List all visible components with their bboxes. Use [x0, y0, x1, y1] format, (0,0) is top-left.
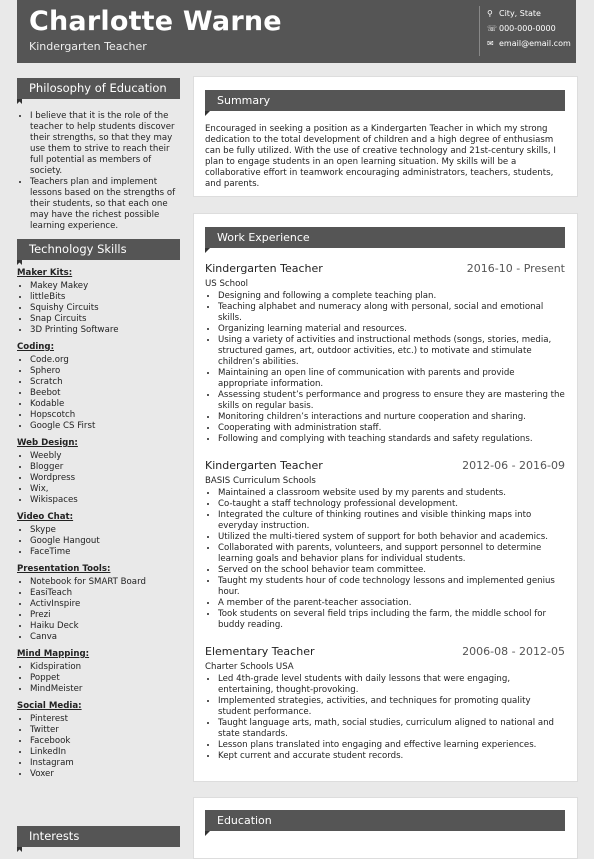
skill-category-label: Coding: [17, 342, 55, 352]
list-item: • Organizing learning material and resources. [218, 324, 565, 335]
list-item: • Collaborated with parents, volunteers, and support personnel to determine learning goals and behavior plans for individual students. [218, 543, 565, 565]
skill-category-label: Video Chat: [17, 512, 74, 522]
list-item: • Taught my students hour of code technology lessons and implemented genius hour. [218, 576, 565, 598]
list-item: • Using a variety of activities and instructional methods (songs, stories, media, structured games, art, outdoor activities, etc.) to motivate and stimulate children’s abilities. [218, 335, 565, 368]
list-item: • Kept current and accurate student records. [218, 751, 565, 762]
list-item: • Canva [30, 632, 180, 643]
phone-icon: ☏ [487, 24, 498, 33]
job-title: Kindergarten Teacher [205, 262, 323, 275]
location-pin-icon: ⚲ [487, 9, 493, 18]
job-company: US School [205, 279, 249, 289]
list-item: • Notebook for SMART Board [30, 577, 180, 588]
skill-list [17, 281, 180, 336]
job-entry [205, 459, 565, 631]
job-bullets [205, 291, 565, 445]
list-item: • ActivInspire [30, 599, 180, 610]
list-item: • LinkedIn [30, 747, 180, 758]
list-item: • Pinterest [30, 714, 180, 725]
envelope-icon: ✉ [487, 39, 494, 48]
skill-category-label: Social Media: [17, 701, 82, 711]
list-item: • Maintained a classroom website used by my parents and students. [218, 488, 565, 499]
list-item: • Lesson plans translated into engaging and effective learning experiences. [218, 740, 565, 751]
experience-card [193, 213, 578, 782]
education-heading: Education [205, 810, 565, 831]
list-item: • Google CS First [30, 421, 180, 432]
skill-list [17, 577, 180, 643]
candidate-role: Kindergarten Teacher [29, 40, 147, 53]
list-item: • Code.org [30, 355, 180, 366]
list-item: • Took students on several field trips including the farm, the middle school for buddy reading. [218, 609, 565, 631]
skill-list [17, 355, 180, 432]
list-item: • Following and complying with teaching standards and safety regulations. [218, 434, 565, 445]
skill-list [17, 662, 180, 695]
skills-heading: Technology Skills [17, 239, 180, 260]
interests-section [17, 826, 180, 847]
candidate-name: Charlotte Warne [29, 6, 282, 37]
list-item: • Monitoring children’s interactions and nurture cooperation and sharing. [218, 412, 565, 423]
list-item: • Designing and following a complete teaching plan. [218, 291, 565, 302]
list-item: • Maintaining an open line of communication with parents and provide appropriate information. [218, 368, 565, 390]
job-title: Kindergarten Teacher [205, 459, 323, 472]
list-item: • Twitter [30, 725, 180, 736]
job-company: BASIS Curriculum Schools [205, 476, 316, 486]
list-item: • I believe that it is the role of the teacher to help students discover their strengths, so that they may use them to strive to reach their full potential as members of society. [30, 111, 180, 177]
philosophy-section [17, 78, 180, 232]
contact-info [479, 6, 577, 56]
job-entry [205, 645, 565, 762]
list-item: • EasiTeach [30, 588, 180, 599]
list-item: • Co-taught a staff technology professional development. [218, 499, 565, 510]
list-item: • Wix, [30, 484, 180, 495]
list-item: • Makey Makey [30, 281, 180, 292]
list-item: • FaceTime [30, 547, 180, 558]
job-bullets [205, 674, 565, 762]
list-item: • Cooperating with administration staff. [218, 423, 565, 434]
philosophy-heading: Philosophy of Education [17, 78, 180, 99]
summary-text: Encouraged in seeking a position as a Kindergarten Teacher in which my strong dedication to the total development of children and a high degree of enthusiasm can be fully utilized. With the use of creative technology and 21st-century skills, I plan to engage students in an open learning situation. My skills will be a collaborative effort in teamwork encouraging administrators, teachers, students, and parents. [205, 124, 556, 189]
list-item: • Beebot [30, 388, 180, 399]
list-item: • Snap Circuits [30, 314, 180, 325]
list-item: • Instagram [30, 758, 180, 769]
list-item: • 3D Printing Software [30, 325, 180, 336]
list-item: • A member of the parent-teacher association. [218, 598, 565, 609]
job-company: Charter Schools USA [205, 662, 294, 672]
list-item: • Implemented strategies, activities, and techniques for promoting quality student performance. [218, 696, 565, 718]
job-entry [205, 262, 565, 445]
skill-list [17, 451, 180, 506]
list-item: • Served on the school behavior team committee. [218, 565, 565, 576]
skill-category-label: Mind Mapping: [17, 649, 90, 659]
list-item: • Wikispaces [30, 495, 180, 506]
philosophy-list [17, 111, 180, 232]
list-item: • Google Hangout [30, 536, 180, 547]
list-item: • Taught language arts, math, social studies, curriculum aligned to national and state standards. [218, 718, 565, 740]
list-item: • Assessing student’s performance and progress to ensure they are mastering the skills on regular basis. [218, 390, 565, 412]
list-item: • Sphero [30, 366, 180, 377]
list-item: • Skype [30, 525, 180, 536]
list-item: • Wordpress [30, 473, 180, 484]
list-item: • Teachers plan and implement lessons based on the strengths of their students, so that each one may have the richest possible learning experience. [30, 177, 180, 232]
skill-list [17, 525, 180, 558]
summary-heading: Summary [205, 90, 565, 111]
skill-list [17, 714, 180, 780]
contact-location: ⚲ City, State [487, 9, 541, 18]
summary-card [193, 76, 578, 197]
job-dates: 2012-06 - 2016-09 [462, 459, 565, 472]
list-item: • Teaching alphabet and numeracy along with personal, social and emotional skills. [218, 302, 565, 324]
list-item: • Squishy Circuits [30, 303, 180, 314]
list-item: • littleBits [30, 292, 180, 303]
list-item: • Led 4th-grade level students with daily lessons that were engaging, entertaining, thought-provoking. [218, 674, 565, 696]
education-card [193, 797, 578, 859]
list-item: • Haiku Deck [30, 621, 180, 632]
list-item: • Kidspiration [30, 662, 180, 673]
list-item: • MindMeister [30, 684, 180, 695]
resume-header [17, 0, 576, 63]
list-item: • Kodable [30, 399, 180, 410]
job-dates: 2006-08 - 2012-05 [462, 645, 565, 658]
job-dates: 2016-10 - Present [466, 262, 565, 275]
job-title: Elementary Teacher [205, 645, 315, 658]
skill-category-label: Presentation Tools: [17, 564, 111, 574]
list-item: • Facebook [30, 736, 180, 747]
skill-category-label: Web Design: [17, 438, 78, 448]
list-item: • Hopscotch [30, 410, 180, 421]
interests-heading: Interests [17, 826, 180, 847]
list-item: • Integrated the culture of thinking routines and visible thinking maps into everyday instruction. [218, 510, 565, 532]
list-item: • Utilized the multi-tiered system of support for both behavior and academics. [218, 532, 565, 543]
experience-heading: Work Experience [205, 227, 565, 248]
list-item: • Poppet [30, 673, 180, 684]
job-bullets [205, 488, 565, 631]
list-item: • Voxer [30, 769, 180, 780]
list-item: • Scratch [30, 377, 180, 388]
skill-category-label: Maker Kits: [17, 268, 73, 278]
contact-email[interactable]: ✉ email@email.com [487, 39, 571, 48]
skills-body [17, 268, 180, 780]
skills-section [17, 239, 180, 780]
list-item: • Prezi [30, 610, 180, 621]
list-item: • Weebly [30, 451, 180, 462]
contact-phone: ☏ 000-000-0000 [487, 24, 556, 33]
list-item: • Blogger [30, 462, 180, 473]
